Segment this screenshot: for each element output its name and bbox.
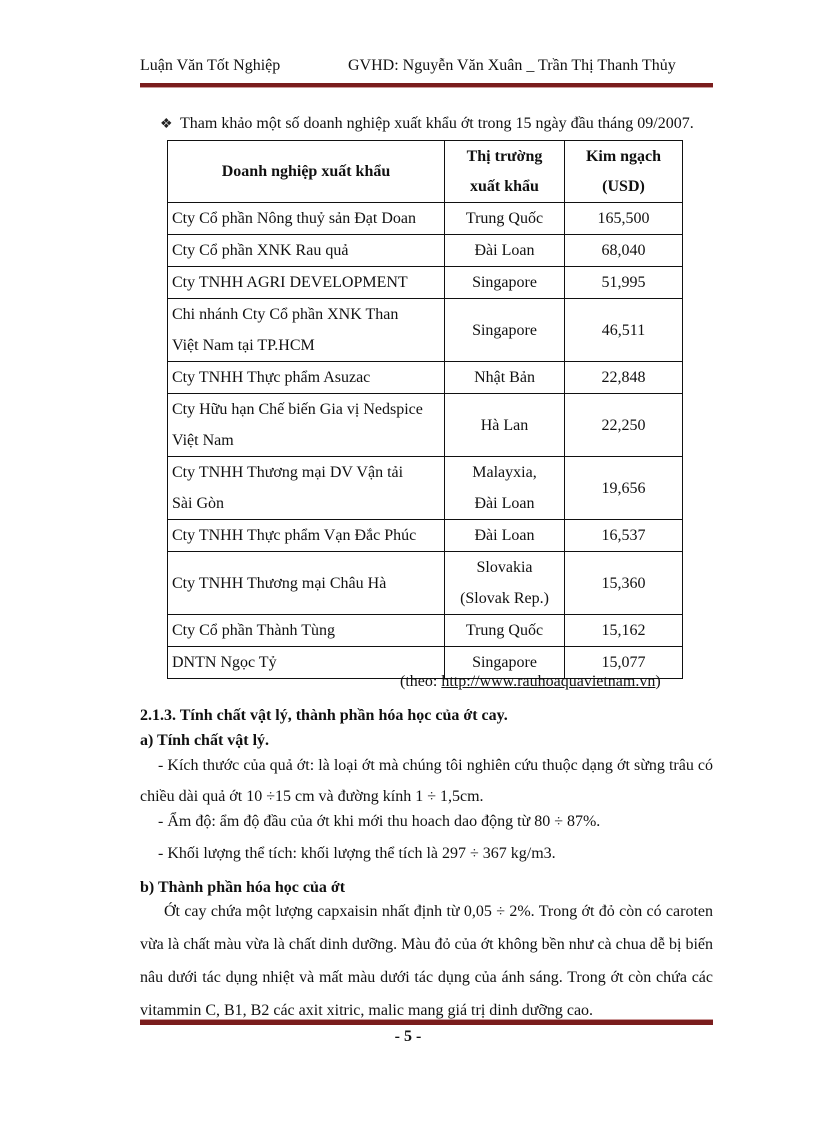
market-cell: Hà Lan: [445, 394, 565, 457]
table-row: [168, 394, 683, 457]
page-number: - 5 -: [394, 1028, 422, 1045]
value-cell: 22,250: [565, 394, 683, 457]
table-row: [168, 552, 683, 615]
footer-rule: [140, 1019, 713, 1025]
intro-line: [160, 115, 694, 133]
header-supervisors: GVHD: Nguyễn Văn Xuân _ Trần Thị Thanh Thủy: [348, 57, 676, 74]
table-row: [168, 235, 683, 267]
header-thesis-title: Luận Văn Tốt Nghiệp: [140, 57, 281, 74]
table-source: (theo: http://www.rauhoaquavietnam.vn): [400, 673, 661, 690]
value-cell: 46,511: [565, 299, 683, 362]
company-cell: Cty TNHH AGRI DEVELOPMENT: [168, 267, 445, 299]
paragraph-chemistry: Ớt cay chứa một lượng capxaisin nhất định từ 0,05 ÷ 2%. Trong ớt đỏ còn có caroten vừa là chất màu vừa là chất dinh dưỡng. Màu đỏ của ớt không bền như cà chua dễ bị biến nâu dưới tác dụng nhiệt và mất màu dưới tác dụng của ánh sáng. Trong ớt còn chứa các vitammin C, B1, B2 các axit xitric, malic mang giá trị dinh dưỡng cao.: [140, 903, 713, 1019]
header-rule: [140, 83, 713, 88]
value-cell: 22,848: [565, 362, 683, 394]
page-header: [140, 57, 715, 79]
value-cell: 15,360: [565, 552, 683, 615]
subsection-a-heading: a) Tính chất vật lý.: [140, 732, 270, 749]
header-value: Kim ngạch (USD): [565, 141, 683, 203]
value-cell: 19,656: [565, 457, 683, 520]
market-cell: Đài Loan: [445, 520, 565, 552]
value-cell: 15,077: [565, 647, 683, 679]
paragraph-density: - Khối lượng thể tích: khối lượng thể tích là 297 ÷ 367 kg/m3.: [158, 845, 556, 862]
paragraph-size: - Kích thước của quả ớt: là loại ớt mà chúng tôi nghiên cứu thuộc dạng ớt sừng trâu có chiều dài quả ớt 10 ÷15 cm và đường kính 1 ÷ 1,5cm.: [140, 757, 713, 805]
diamond-bullet-icon: ❖: [160, 117, 173, 132]
market-cell: Malayxia, Đài Loan: [445, 457, 565, 520]
company-cell: Chi nhánh Cty Cổ phần XNK Than Việt Nam tại TP.HCM: [168, 299, 445, 362]
table-header-row: [168, 141, 683, 203]
value-cell: 16,537: [565, 520, 683, 552]
market-cell: Singapore: [445, 299, 565, 362]
table-row: [168, 362, 683, 394]
company-cell: Cty Hữu hạn Chế biến Gia vị Nedspice Việt Nam: [168, 394, 445, 457]
table-row: [168, 457, 683, 520]
table-row: [168, 520, 683, 552]
market-cell: Singapore: [445, 267, 565, 299]
market-cell: Đài Loan: [445, 235, 565, 267]
exporters-table: [167, 140, 683, 679]
company-cell: Cty TNHH Thực phẩm Asuzac: [168, 362, 445, 394]
subsection-b-heading: b) Thành phần hóa học của ớt: [140, 879, 346, 896]
section-heading: 2.1.3. Tính chất vật lý, thành phần hóa học của ớt cay.: [140, 707, 508, 724]
value-cell: 165,500: [565, 203, 683, 235]
table-row: [168, 299, 683, 362]
intro-text: Tham khảo một số doanh nghiệp xuất khẩu ớt trong 15 ngày đầu tháng 09/2007.: [180, 115, 694, 132]
company-cell: Cty Cổ phần XNK Rau quả: [168, 235, 445, 267]
value-cell: 51,995: [565, 267, 683, 299]
company-cell: DNTN Ngọc Tỷ: [168, 647, 445, 679]
company-cell: Cty TNHH Thương mại Châu Hà: [168, 552, 445, 615]
company-cell: Cty Cổ phần Thành Tùng: [168, 615, 445, 647]
value-cell: 15,162: [565, 615, 683, 647]
company-cell: Cty TNHH Thực phẩm Vạn Đắc Phúc: [168, 520, 445, 552]
header-market: Thị trường xuất khẩu: [445, 141, 565, 203]
source-link[interactable]: http://www.rauhoaquavietnam.vn: [441, 673, 656, 690]
value-cell: 68,040: [565, 235, 683, 267]
header-company: Doanh nghiệp xuất khẩu: [168, 141, 445, 203]
market-cell: Trung Quốc: [445, 615, 565, 647]
company-cell: Cty Cổ phần Nông thuỷ sản Đạt Doan: [168, 203, 445, 235]
market-cell: Nhật Bản: [445, 362, 565, 394]
market-cell: Singapore: [445, 647, 565, 679]
table-row: [168, 203, 683, 235]
paragraph-moisture: - Ẩm độ: ẩm độ đầu của ớt khi mới thu hoach dao động từ 80 ÷ 87%.: [158, 813, 601, 830]
company-cell: Cty TNHH Thương mại DV Vận tải Sài Gòn: [168, 457, 445, 520]
table-row: [168, 615, 683, 647]
market-cell: Trung Quốc: [445, 203, 565, 235]
market-cell: Slovakia (Slovak Rep.): [445, 552, 565, 615]
table-row: [168, 267, 683, 299]
